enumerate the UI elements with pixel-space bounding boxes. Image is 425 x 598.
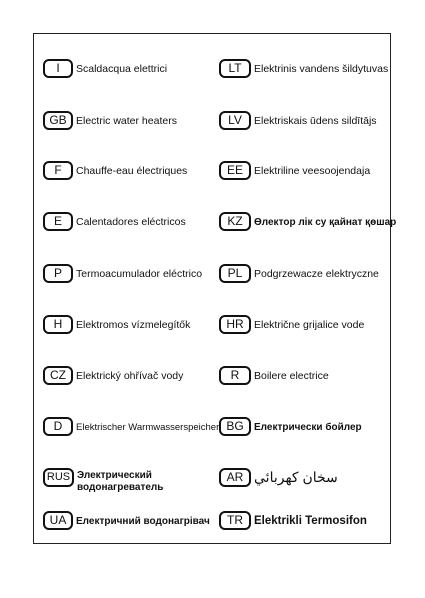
language-entry-hu bbox=[43, 315, 190, 334]
country-code-badge: LV bbox=[219, 111, 251, 130]
country-code-badge: I bbox=[43, 59, 73, 78]
product-name-label: Elektriskais ūdens sildītājs bbox=[254, 115, 377, 127]
language-entry-ro bbox=[219, 366, 329, 385]
product-name-label: Električne grijalice vode bbox=[254, 319, 365, 331]
language-entry-kz bbox=[219, 212, 396, 231]
product-name-label: Elektriline veesoojendaja bbox=[254, 165, 371, 177]
country-code-badge: KZ bbox=[219, 212, 251, 231]
country-code-badge: LT bbox=[219, 59, 251, 78]
language-entry-ee bbox=[219, 161, 370, 180]
product-name-label: Scaldacqua elettrici bbox=[76, 63, 168, 75]
language-entry-gb bbox=[43, 111, 177, 130]
country-code-badge: HR bbox=[219, 315, 251, 334]
language-entry-lt bbox=[219, 59, 388, 78]
product-name-label: Електричний водонагрівач bbox=[76, 516, 210, 527]
product-name-label: Elektrikli Termosifon bbox=[254, 515, 367, 527]
product-name-label: Calentadores eléctricos bbox=[76, 216, 186, 228]
language-entry-fr bbox=[43, 161, 187, 180]
language-entry-de bbox=[43, 417, 219, 436]
country-code-badge: PL bbox=[219, 264, 251, 283]
language-entry-cz bbox=[43, 366, 183, 385]
product-name-label: Електрически бойлер bbox=[254, 422, 362, 433]
language-entry-lv bbox=[219, 111, 377, 130]
country-code-badge: E bbox=[43, 212, 73, 231]
product-name-label: Өлектор лік су қайнат қөшар bbox=[254, 217, 397, 228]
country-code-badge: R bbox=[219, 366, 251, 385]
language-entry-tr bbox=[219, 511, 367, 530]
product-name-label: Termoacumulador eléctrico bbox=[76, 268, 203, 280]
language-entry-es bbox=[43, 212, 186, 231]
product-name-label: Elektromos vízmelegítők bbox=[76, 319, 191, 331]
country-code-badge: P bbox=[43, 264, 73, 283]
product-name-label: Chauffe-eau électriques bbox=[76, 165, 188, 177]
product-name-label: Boilere electrice bbox=[254, 370, 329, 382]
language-entry-bg bbox=[219, 417, 362, 436]
country-code-badge: UA bbox=[43, 511, 73, 530]
product-name-label: Электрический водонагреватель bbox=[77, 470, 164, 493]
product-name-label: Elektrický ohřívač vody bbox=[76, 370, 184, 382]
language-entry-pl bbox=[219, 264, 379, 283]
bordered-panel bbox=[33, 33, 397, 544]
product-name-label: سخان كهربائي bbox=[254, 469, 338, 485]
product-name-label: Elektrischer Warmwasserspeicher bbox=[76, 422, 220, 433]
product-name-label: Podgrzewacze elektryczne bbox=[254, 268, 379, 280]
language-entry-ar bbox=[219, 468, 338, 487]
country-code-badge: D bbox=[43, 417, 73, 436]
language-entry-ru bbox=[43, 468, 187, 494]
country-code-badge: GB bbox=[43, 111, 73, 130]
product-name-label: Electric water heaters bbox=[76, 115, 177, 127]
country-code-badge: BG bbox=[219, 417, 251, 436]
country-code-badge: RUS bbox=[43, 468, 74, 487]
product-name-label: Elektrinis vandens šildytuvas bbox=[254, 63, 389, 75]
country-code-badge: F bbox=[43, 161, 73, 180]
country-code-badge: EE bbox=[219, 161, 251, 180]
language-entry-ua bbox=[43, 511, 210, 530]
country-code-badge: AR bbox=[219, 468, 251, 487]
country-code-badge: TR bbox=[219, 511, 251, 530]
language-entry-it bbox=[43, 59, 167, 78]
language-entry-hr bbox=[219, 315, 364, 334]
language-entry-pt bbox=[43, 264, 202, 283]
country-code-badge: H bbox=[43, 315, 73, 334]
country-code-badge: CZ bbox=[43, 366, 73, 385]
